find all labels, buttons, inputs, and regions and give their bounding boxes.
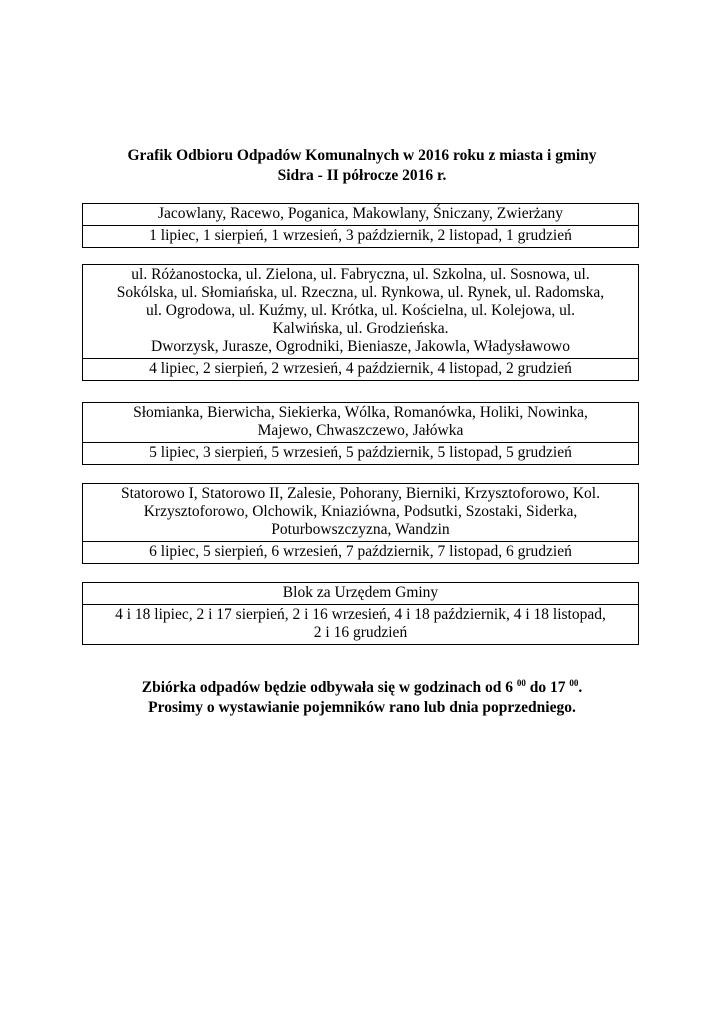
location-line: Sokólska, ul. Słomiańska, ul. Rzeczna, ul. Rynkowa, ul. Rynek, ul. Radomska, <box>116 284 605 301</box>
dates-cell <box>83 442 638 464</box>
title-line-1: Grafik Odbioru Odpadów Komunalnych w 2016 roku z miasta i gminy <box>127 147 597 164</box>
location-line: Statorowo I, Statorowo II, Zalesie, Pohorany, Bierniki, Krzysztoforowo, Kol. <box>121 485 600 502</box>
location-line: Krzysztoforowo, Olchowik, Kniaziówna, Podsutki, Szostaki, Siderka, <box>143 503 578 520</box>
document-title <box>0 146 724 186</box>
schedule-table-5 <box>82 582 639 645</box>
start-hour-superscript: 00 <box>516 678 526 688</box>
collection-hours-text-middle: do 17 <box>525 679 566 696</box>
collection-hours-text: Zbiórka odpadów będzie odbywała się w godzinach od 6 <box>141 679 513 696</box>
dates-cell <box>83 541 638 563</box>
locations-cell <box>83 265 638 358</box>
location-line: Jacowlany, Racewo, Poganica, Makowlany, Śniczany, Zwierżany <box>157 205 563 222</box>
schedule-table-3 <box>82 402 639 465</box>
collection-notice <box>0 678 724 718</box>
location-line: Słomianka, Bierwicha, Siekierka, Wólka, Romanówka, Holiki, Nowinka, <box>133 404 588 421</box>
location-line: ul. Ogrodowa, ul. Kuźmy, ul. Krótka, ul. Kościelna, ul. Kolejowa, ul. <box>145 302 576 319</box>
dates-cell <box>83 225 638 247</box>
location-line: Dworzysk, Jurasze, Ogrodniki, Bieniasze, Jakowla, Władysławowo <box>151 338 570 355</box>
locations-cell <box>83 204 638 225</box>
dates-line: 4 i 18 lipiec, 2 i 17 sierpień, 2 i 16 wrzesień, 4 i 18 październik, 4 i 18 listopad, <box>115 606 606 623</box>
end-hour-superscript: 00 <box>569 678 579 688</box>
dates-line: 4 lipiec, 2 sierpień, 2 wrzesień, 4 październik, 4 listopad, 2 grudzień <box>149 360 572 377</box>
dates-line: 5 lipiec, 3 sierpień, 5 wrzesień, 5 październik, 5 listopad, 5 grudzień <box>149 444 572 461</box>
dates-line: 1 lipiec, 1 sierpień, 1 wrzesień, 3 październik, 2 listopad, 1 grudzień <box>149 227 572 244</box>
dates-line: 2 i 16 grudzień <box>313 624 408 641</box>
dates-cell <box>83 604 638 644</box>
locations-cell <box>83 484 638 541</box>
schedule-table-4 <box>82 483 639 564</box>
schedule-table-1 <box>82 203 639 248</box>
dates-cell <box>83 358 638 380</box>
dates-line: 6 lipiec, 5 sierpień, 6 wrzesień, 7 październik, 7 listopad, 6 grudzień <box>149 543 572 560</box>
location-line: Majewo, Chwaszczewo, Jałówka <box>257 422 464 439</box>
container-request-line: Prosimy o wystawianie pojemników rano lub dnia poprzedniego. <box>148 699 576 716</box>
collection-hours-period: . <box>578 679 583 696</box>
collection-hours-line <box>0 678 724 698</box>
location-line: Blok za Urzędem Gminy <box>282 584 439 601</box>
schedule-table-2 <box>82 264 639 381</box>
location-line: ul. Różanostocka, ul. Zielona, ul. Fabryczna, ul. Szkolna, ul. Sosnowa, ul. <box>131 266 590 283</box>
location-line: Poturbowszczyzna, Wandzin <box>271 521 450 538</box>
title-line-2: Sidra - II półrocze 2016 r. <box>277 167 447 184</box>
location-line: Kalwińska, ul. Grodzieńska. <box>272 320 449 337</box>
locations-cell <box>83 403 638 442</box>
locations-cell <box>83 583 638 604</box>
